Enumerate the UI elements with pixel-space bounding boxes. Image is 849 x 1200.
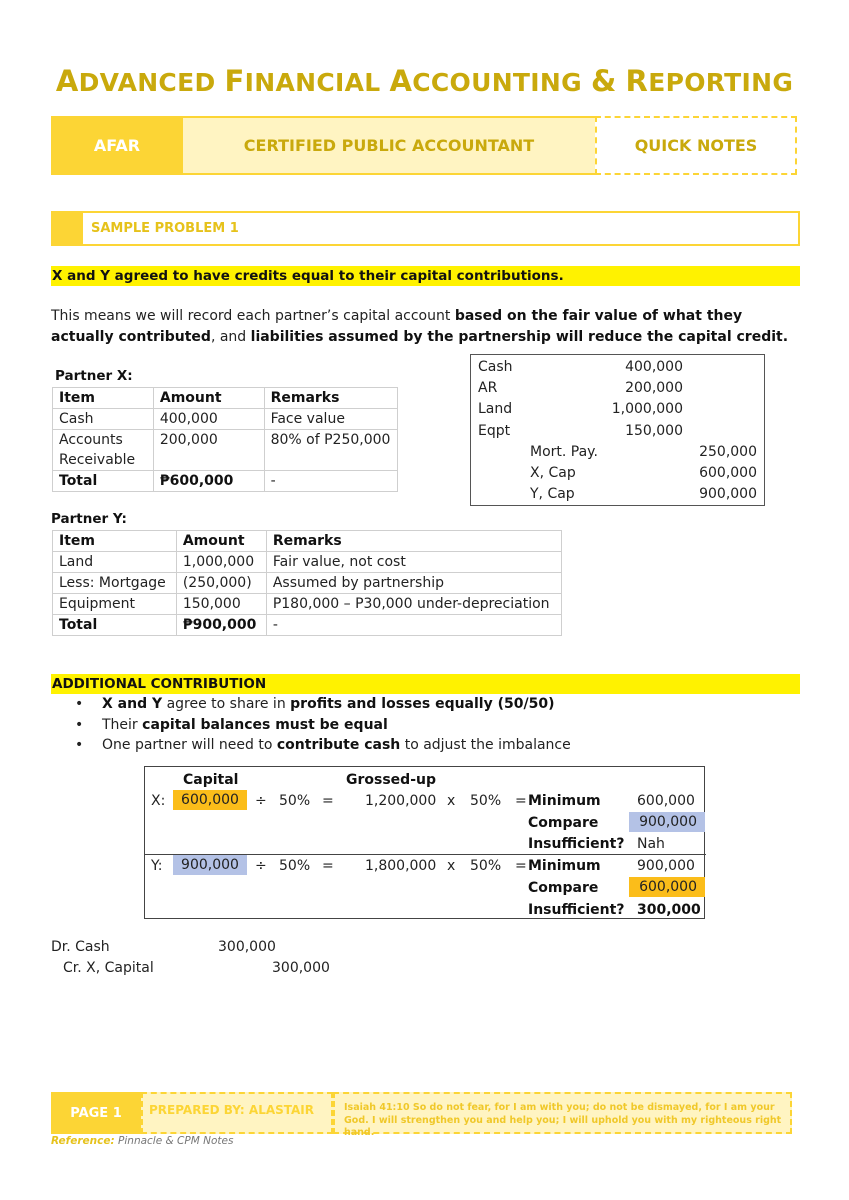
entry-debit-amount: 300,000 <box>218 939 276 955</box>
table-total-row <box>53 471 398 492</box>
table-cell: Equipment <box>53 594 177 615</box>
x-compare-value: 900,000 <box>629 812 705 832</box>
y-grossed-up: 1,800,000 <box>365 858 437 874</box>
minimum-label: Minimum <box>528 858 601 874</box>
share-percent: 50% <box>470 793 502 809</box>
table-cell: Land <box>53 552 177 573</box>
equals-sign: = <box>322 793 334 809</box>
table-cell: Total <box>53 471 154 492</box>
equals-sign: = <box>515 793 527 809</box>
additional-contribution-heading: ADDITIONAL CONTRIBUTION <box>51 674 800 694</box>
table-header-row <box>53 388 398 409</box>
journal-credit-amount: 900,000 <box>699 486 757 502</box>
partner-y-label: Partner Y: <box>51 511 127 527</box>
table-cell: - <box>266 615 561 636</box>
partner-x-row-label: X: <box>151 793 166 809</box>
x-capital-value: 600,000 <box>173 790 247 810</box>
capital-calculation-box <box>144 766 705 919</box>
journal-debit-amount: 150,000 <box>625 423 683 439</box>
partner-y-table <box>52 530 562 636</box>
share-percent: 50% <box>470 858 502 874</box>
header-cpa: CERTIFIED PUBLIC ACCOUNTANT <box>183 116 595 175</box>
table-cell: ₱600,000 <box>153 471 264 492</box>
table-header-row <box>53 531 562 552</box>
footer <box>51 1092 792 1138</box>
minimum-label: Minimum <box>528 793 601 809</box>
share-percent: 50% <box>279 858 311 874</box>
entry-credit-amount: 300,000 <box>272 960 330 976</box>
table-cell: 400,000 <box>153 409 264 430</box>
table-header: Remarks <box>264 388 397 409</box>
banner-accent <box>53 213 83 244</box>
share-percent: 50% <box>279 793 311 809</box>
journal-credit-amount: 250,000 <box>699 444 757 460</box>
entry-credit-label: Cr. X, Capital <box>63 960 154 976</box>
y-compare-value: 600,000 <box>629 877 705 897</box>
table-row <box>53 573 562 594</box>
page-title: ADVANCED FINANCIAL ACCOUNTING & REPORTING <box>55 64 794 98</box>
bullet-list <box>72 694 571 756</box>
partner-y-row-label: Y: <box>151 858 163 874</box>
table-cell: Assumed by partnership <box>266 573 561 594</box>
table-cell: Accounts Receivable <box>53 430 154 471</box>
compare-label: Compare <box>528 880 599 896</box>
partner-x-table <box>52 387 398 492</box>
y-insufficient-value: 300,000 <box>637 902 701 918</box>
divide-sign: ÷ <box>255 858 267 874</box>
grossed-up-header: Grossed-up <box>346 772 436 788</box>
table-header: Amount <box>176 531 266 552</box>
table-cell: Total <box>53 615 177 636</box>
table-header: Remarks <box>266 531 561 552</box>
journal-debit-account: Eqpt <box>478 423 511 439</box>
table-header: Amount <box>153 388 264 409</box>
table-cell: Less: Mortgage <box>53 573 177 594</box>
table-cell: (250,000) <box>176 573 266 594</box>
header-band <box>51 116 797 175</box>
sample-problem-label: SAMPLE PROBLEM 1 <box>91 221 239 236</box>
journal-debit-account: AR <box>478 380 498 396</box>
insufficient-label: Insufficient? <box>528 836 625 852</box>
equals-sign: = <box>515 858 527 874</box>
table-cell: P180,000 – P30,000 under-depreciation <box>266 594 561 615</box>
journal-credit-account: Y, Cap <box>530 486 575 502</box>
table-cell: 150,000 <box>176 594 266 615</box>
table-cell: Fair value, not cost <box>266 552 561 573</box>
list-item: • Their capital balances must be equal <box>72 715 571 736</box>
table-header: Item <box>53 388 154 409</box>
table-header: Item <box>53 531 177 552</box>
x-minimum-value: 600,000 <box>637 793 695 809</box>
journal-debit-account: Cash <box>478 359 513 375</box>
bible-verse: Isaiah 41:10 So do not fear, for I am with you; do not be dismayed, for I am your God. I will strengthen you and help you; I will uphold you with my righteous right hand. <box>333 1092 792 1134</box>
multiply-sign: x <box>447 793 456 809</box>
table-row <box>53 430 398 471</box>
page-number: PAGE 1 <box>51 1092 141 1134</box>
prepared-by: PREPARED BY: ALASTAIR <box>141 1092 333 1134</box>
partner-x-label: Partner X: <box>55 368 133 384</box>
journal-credit-account: Mort. Pay. <box>530 444 598 460</box>
reference-note: Reference: Pinnacle & CPM Notes <box>51 1135 234 1147</box>
header-afar: AFAR <box>51 116 183 175</box>
journal-credit-amount: 600,000 <box>699 465 757 481</box>
highlight-statement: X and Y agreed to have credits equal to their capital contributions. <box>51 266 800 286</box>
list-item: • X and Y agree to share in profits and losses equally (50/50) <box>72 694 571 715</box>
table-cell: 200,000 <box>153 430 264 471</box>
table-cell: ₱900,000 <box>176 615 266 636</box>
table-cell: Cash <box>53 409 154 430</box>
sample-problem-banner <box>51 211 800 246</box>
table-row <box>53 552 562 573</box>
journal-debit-amount: 400,000 <box>625 359 683 375</box>
journal-credit-account: X, Cap <box>530 465 576 481</box>
table-cell: 80% of P250,000 <box>264 430 397 471</box>
table-row <box>53 409 398 430</box>
insufficient-label: Insufficient? <box>528 902 625 918</box>
compare-label: Compare <box>528 815 599 831</box>
journal-debit-amount: 1,000,000 <box>611 401 683 417</box>
equals-sign: = <box>322 858 334 874</box>
capital-header: Capital <box>183 772 239 788</box>
table-total-row <box>53 615 562 636</box>
multiply-sign: x <box>447 858 456 874</box>
journal-debit-account: Land <box>478 401 513 417</box>
explanation-paragraph: This means we will record each partner’s capital account based on the fair value of what they actually contributed, and liabilities assumed by the partnership will reduce the capital credit. <box>51 308 789 345</box>
header-quick-notes: QUICK NOTES <box>595 116 797 175</box>
table-cell: - <box>264 471 397 492</box>
journal-debit-amount: 200,000 <box>625 380 683 396</box>
divide-sign: ÷ <box>255 793 267 809</box>
y-minimum-value: 900,000 <box>637 858 695 874</box>
table-cell: Face value <box>264 409 397 430</box>
journal-entry-box <box>470 354 765 506</box>
table-row <box>53 594 562 615</box>
list-item: • One partner will need to contribute cash to adjust the imbalance <box>72 735 571 756</box>
x-grossed-up: 1,200,000 <box>365 793 437 809</box>
entry-debit-label: Dr. Cash <box>51 939 110 955</box>
y-capital-value: 900,000 <box>173 855 247 875</box>
x-insufficient-value: Nah <box>637 836 665 852</box>
table-cell: 1,000,000 <box>176 552 266 573</box>
